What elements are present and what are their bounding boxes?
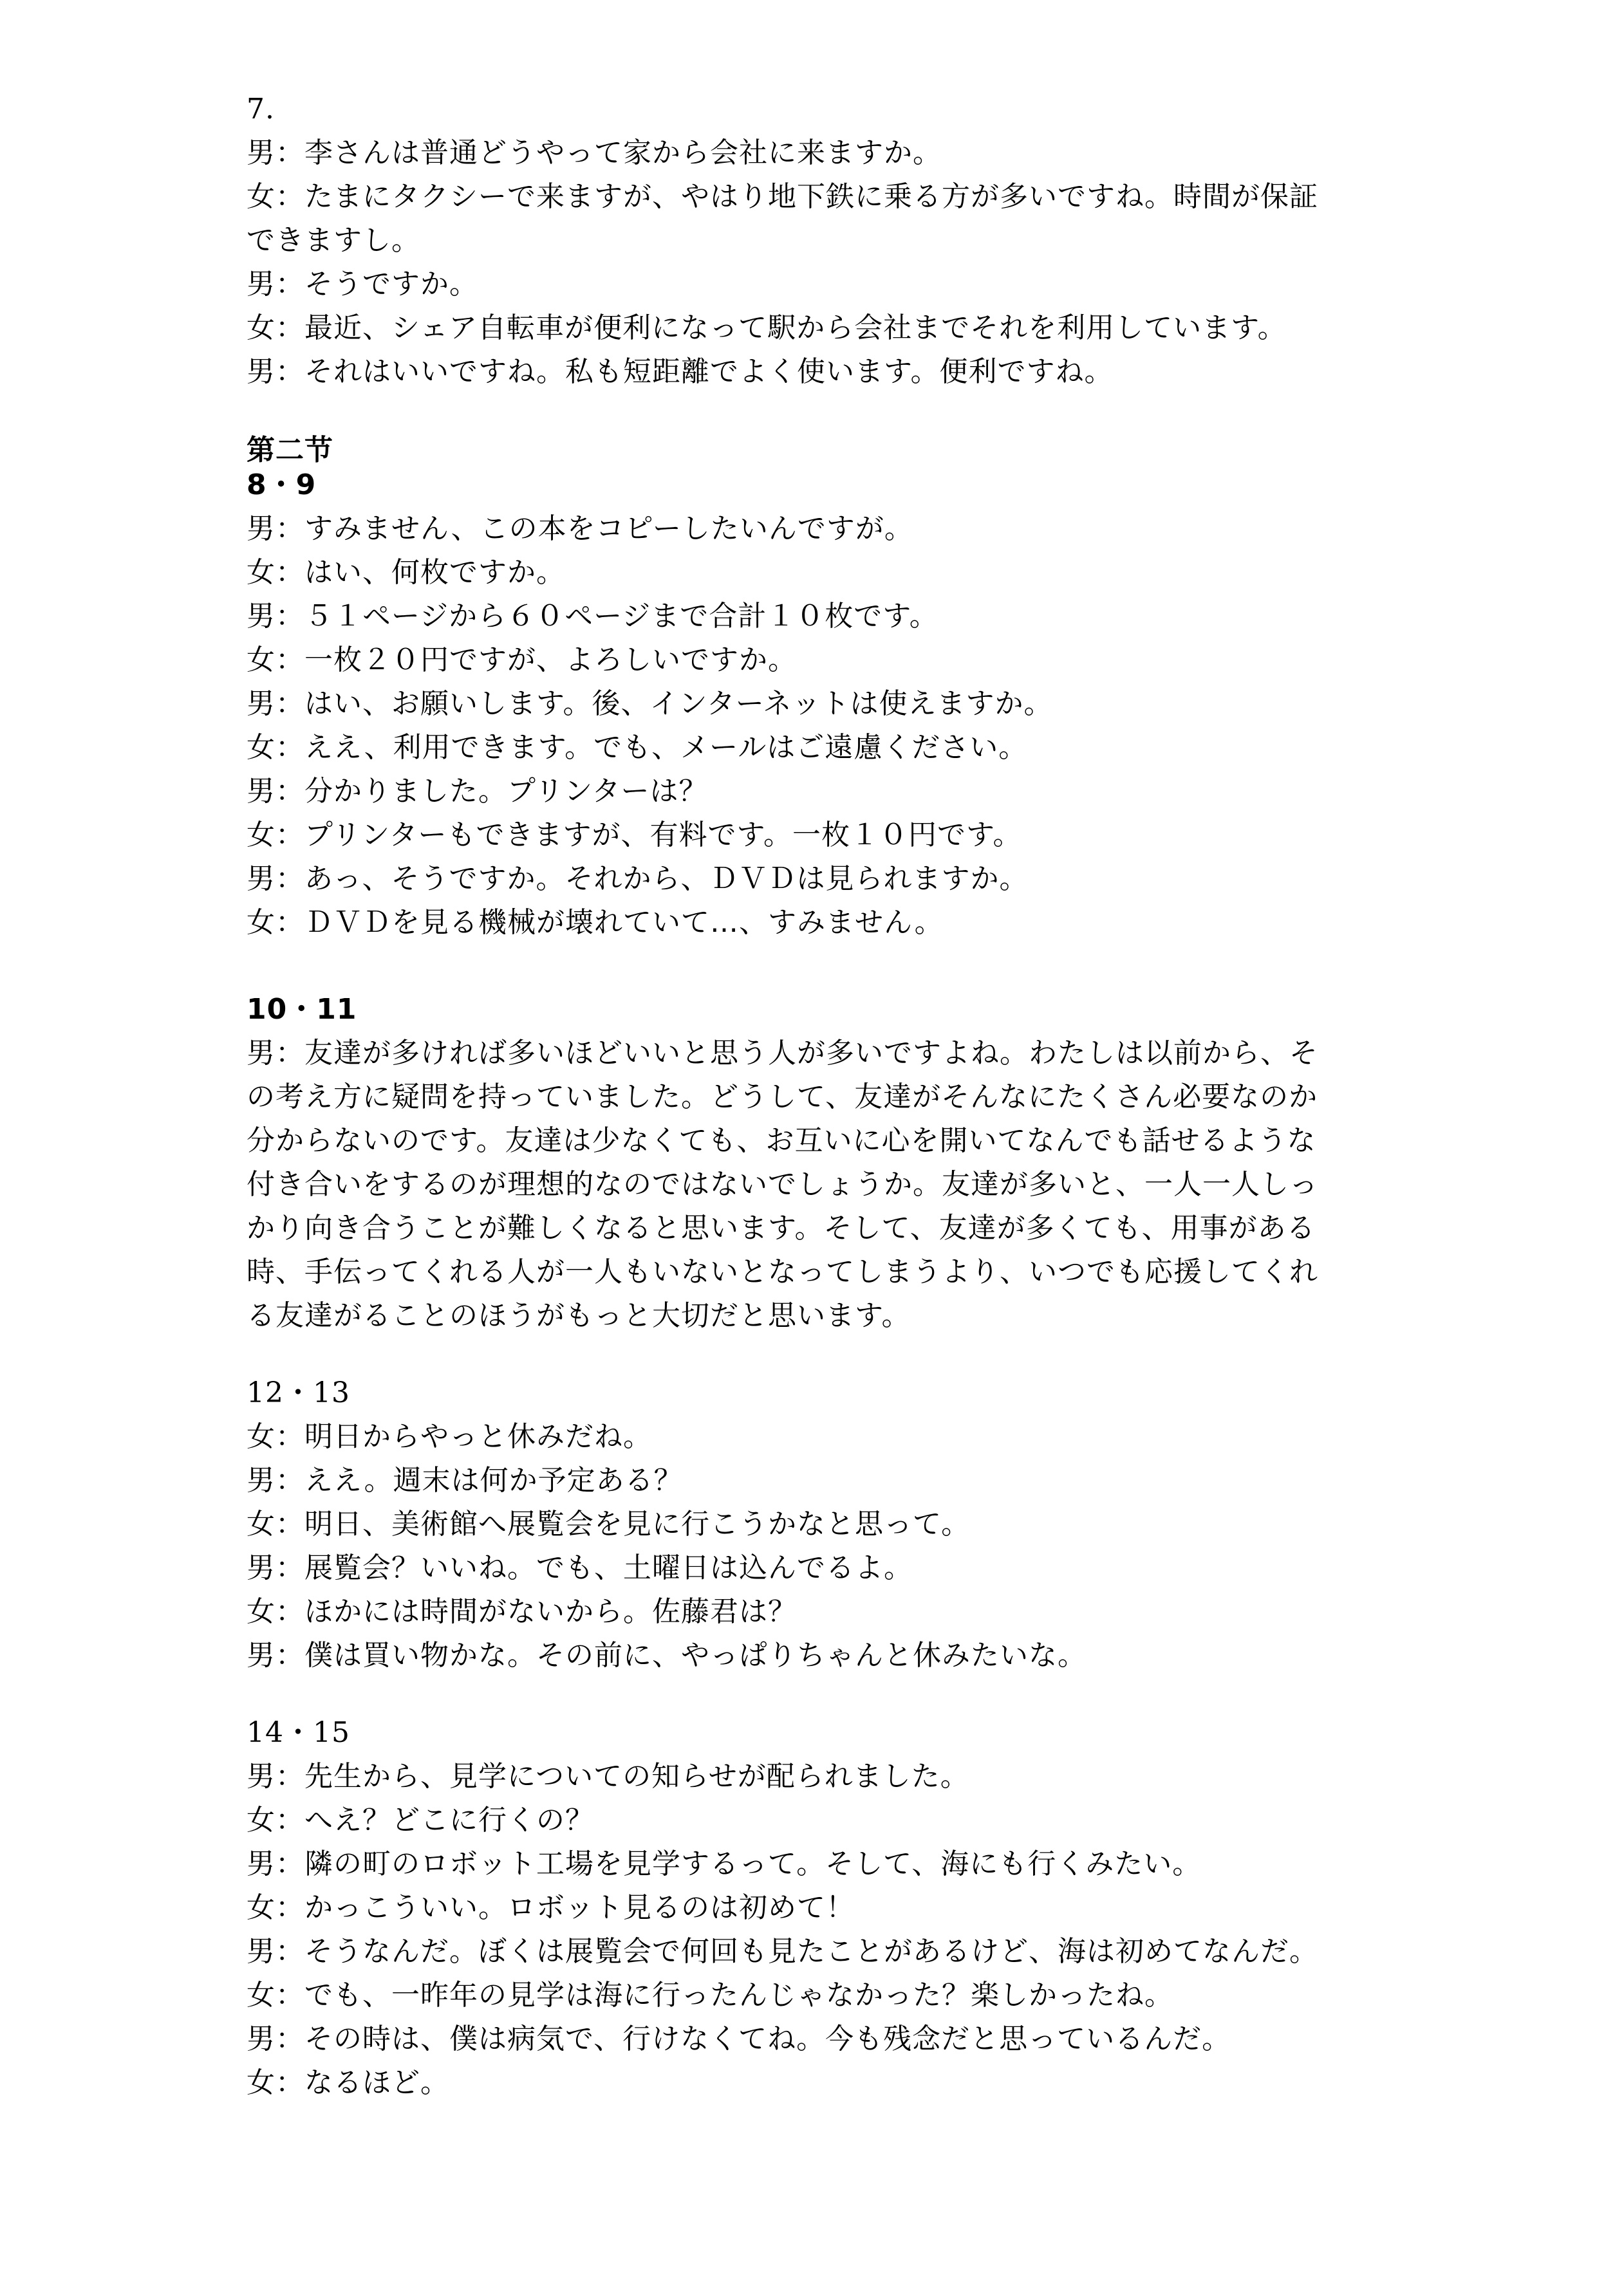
- monologue-line: 時、手伝ってくれる人が一人もいないとなってしまうより、いつでも応援してくれ: [247, 1255, 1318, 1288]
- monologue-line: る友達がることのほうがもっと大切だと思います。: [247, 1299, 911, 1332]
- monologue-line: 分からないのです。友達は少なくても、お互いに心を開いてなんでも話せるような: [247, 1124, 1316, 1157]
- monologue-line: 付き合いをするのが理想的なのではないでしょうか。友達が多いと、一人一人しっ: [247, 1168, 1318, 1201]
- dialogue-line: 女：明日からやっと休みだね。: [247, 1420, 652, 1453]
- dialogue-line: 男：僕は買い物かな。その前に、やっぱりちゃんと休みたいな。: [247, 1639, 1087, 1672]
- dialogue-line: 男：はい、お願いします。後、インターネットは使えますか。: [247, 687, 1053, 720]
- dialogue-line: 男：分かりました。プリンターは？: [247, 775, 708, 808]
- dialogue-line: 男：それはいいですね。私も短距離でよく使います。便利ですね。: [247, 355, 1114, 388]
- monologue-line: 男：友達が多ければ多いほどいいと思う人が多いですよね。わたしは以前から、そ: [247, 1037, 1318, 1069]
- dialogue-line: 女：ＤＶＤを見る機械が壊れていて…、すみません。: [247, 906, 944, 939]
- dialogue-line: 女：なるほど。: [247, 2066, 449, 2099]
- section-heading-7: 7.: [247, 93, 275, 125]
- dialogue-line: 女：はい、何枚ですか。: [247, 556, 565, 589]
- dialogue-line: 女：かっこういい。ロボット見るのは初めて！: [247, 1891, 855, 1924]
- dialogue-line: 男：そうなんだ。ぼくは展覧会で何回も見たことがあるけど、海は初めてなんだ。: [247, 1935, 1318, 1968]
- dialogue-line: 男：李さんは普通どうやって家から会社に来ますか。: [247, 136, 942, 169]
- dialogue-line: できますし。: [247, 224, 420, 257]
- dialogue-line: 女：たまにタクシーで来ますが、やはり地下鉄に乗る方が多いですね。時間が保証: [247, 180, 1318, 213]
- section-heading-14-15: 14・15: [247, 1716, 350, 1749]
- section-heading-8-9: 8・9: [247, 468, 317, 501]
- dialogue-line: 女：へえ？どこに行くの？: [247, 1804, 594, 1837]
- part-title: 第二节: [247, 434, 333, 467]
- section-heading-12-13: 12・13: [247, 1376, 350, 1409]
- dialogue-line: 女：プリンターもできますが、有料です。一枚１０円です。: [247, 819, 1022, 851]
- monologue-line: かり向き合うことが難しくなると思います。そして、友達が多くても、用事がある: [247, 1212, 1316, 1245]
- dialogue-line: 男：隣の町のロボット工場を見学するって。そして、海にも行くみたい。: [247, 1847, 1202, 1880]
- dialogue-line: 女：ほかには時間がないから。佐藤君は？: [247, 1595, 797, 1628]
- dialogue-line: 女：でも、一昨年の見学は海に行ったんじゃなかった？楽しかったね。: [247, 1979, 1173, 2012]
- dialogue-line: 男：そうですか。: [247, 268, 478, 301]
- dialogue-line: 女：一枚２０円ですが、よろしいですか。: [247, 643, 797, 676]
- dialogue-line: 男：すみません、この本をコピーしたいんですが。: [247, 512, 913, 545]
- dialogue-line: 男：その時は、僕は病気で、行けなくてね。今も残念だと思っているんだ。: [247, 2023, 1231, 2055]
- dialogue-line: 男：先生から、見学についての知らせが配られました。: [247, 1760, 969, 1793]
- dialogue-line: 女：ええ、利用できます。でも、メールはご遠慮ください。: [247, 731, 1028, 764]
- dialogue-line: 男：あっ、そうですか。それから、ＤＶＤは見られますか。: [247, 862, 1029, 895]
- section-heading-10-11: 10・11: [247, 993, 357, 1026]
- dialogue-line: 男：５１ページから６０ページまで合計１０枚です。: [247, 600, 938, 633]
- dialogue-line: 男：展覧会？いいね。でも、土曜日は込んでるよ。: [247, 1551, 913, 1584]
- dialogue-line: 女：明日、美術館へ展覧会を見に行こうかなと思って。: [247, 1508, 971, 1541]
- dialogue-line: 男：ええ。週末は何か予定ある？: [247, 1464, 683, 1497]
- monologue-line: の考え方に疑問を持っていました。どうして、友達がそんなにたくさん必要なのか: [247, 1080, 1318, 1113]
- dialogue-line: 女：最近、シェア自転車が便利になって駅から会社までそれを利用しています。: [247, 311, 1287, 344]
